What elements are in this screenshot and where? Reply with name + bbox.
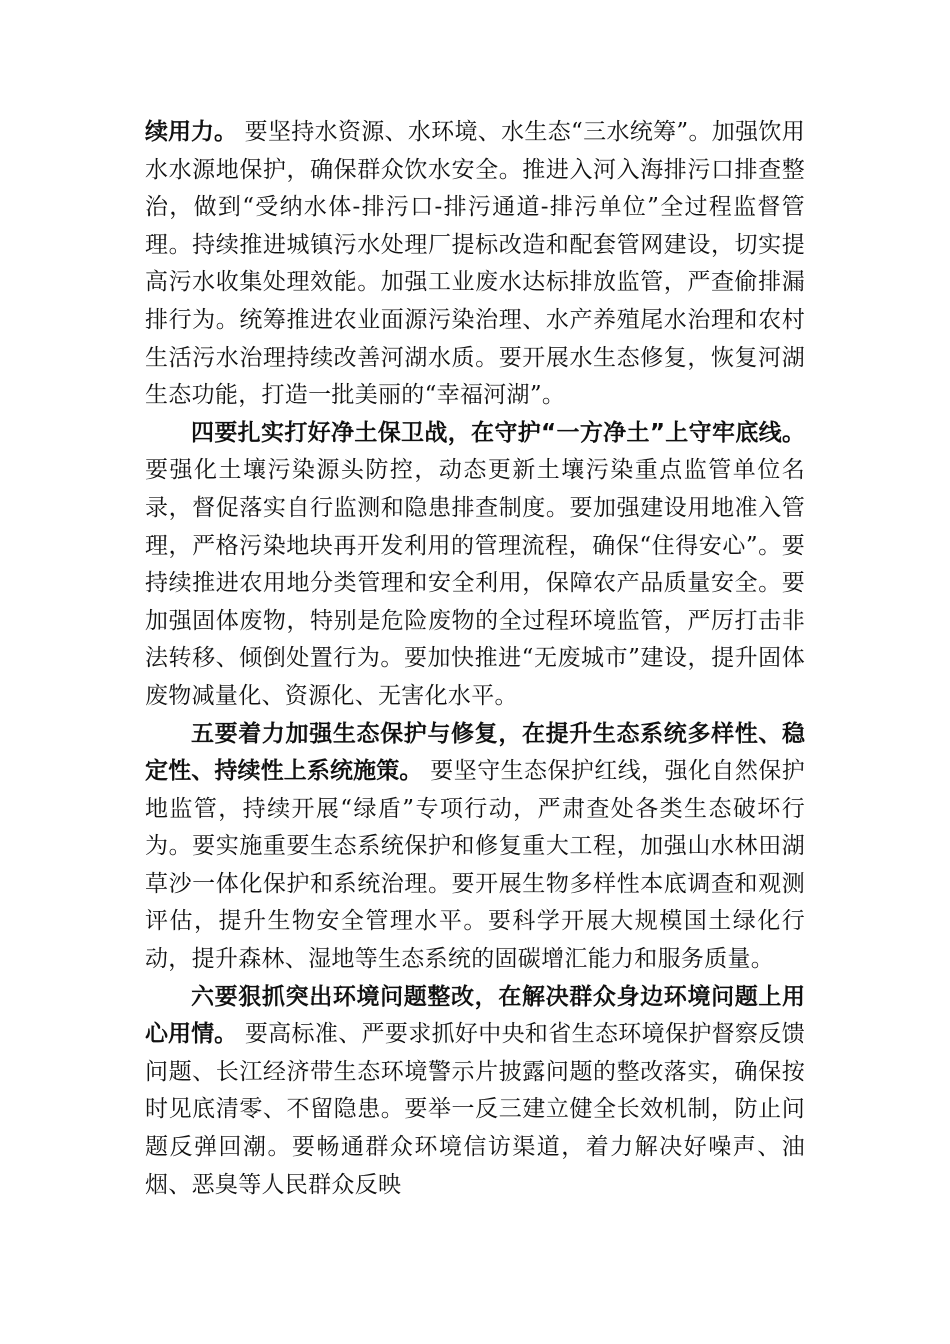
paragraph-heading: 六要狠抓突出环境问题整改，在解决群众身边环境问题上用心用情。 <box>145 983 805 1048</box>
paragraph-body: 要高标准、严要求抓好中央和省生态环境保护督察反馈问题、长江经济带生态环境警示片披露问题的整改落实，确保按时见底清零、不留隐患。要举一反三建立健全长效机制，防止问题反弹回潮。要畅通群众环境信访渠道，着力解决好噪声、油烟、恶臭等人民群众反映 <box>145 1021 806 1198</box>
paragraph-body: 要坚守生态保护红线，强化自然保护地监管，持续开展“绿盾”专项行动，严肃查处各类生态破坏行为。要实施重要生态系统保护和修复重大工程，加强山水林田湖草沙一体化保护和系统治理。要开展生物多样性本底调查和观测评估，提升生物安全管理水平。要科学开展大规模国土绿化行动，提升森林、湿地等生态系统的固碳增汇能力和服务质量。 <box>145 758 806 973</box>
paragraph-heading: 五要着力加强生态保护与修复，在提升生态系统多样性、稳定性、持续性上系统施策。 <box>145 720 805 785</box>
paragraph-heading: 四要扎实打好净土保卫战，在守护“一方净土”上守牢底线。 <box>191 419 805 446</box>
paragraph-heading: 续用力。 <box>145 119 238 145</box>
paragraph-body: 要坚持水资源、水环境、水生态“三水统筹”。加强饮用水水源地保护，确保群众饮水安全。推进入河入海排污口排查整治，做到“受纳水体-排污口-排污通道-排污单位”全过程监督管理。持续推进城镇污水处理厂提标改造和配套管网建设，切实提高污水收集处理效能。加强工业废水达标排放监管，严查偷排漏排行为。统筹推进农业面源污染治理、水产养殖尾水治理和农村生活污水治理持续改善河湖水质。要开展水生态修复，恢复河湖生态功能，打造一批美丽的“幸福河湖”。 <box>145 119 805 409</box>
paragraph-rectification <box>145 979 805 1205</box>
paragraph-water <box>145 114 805 415</box>
document-page <box>145 114 805 1204</box>
paragraph-ecology <box>145 716 805 979</box>
paragraph-body: 要强化土壤污染源头防控，动态更新土壤污染重点监管单位名录，督促落实自行监测和隐患排查制度。要加强建设用地准入管理，严格污染地块再开发利用的管理流程，确保“住得安心”。要持续推进农用地分类管理和安全利用，保障农产品质量安全。要加强固体废物，特别是危险废物的全过程环境监管，严厉打击非法转移、倾倒处置行为。要加快推进“无废城市”建设，提升固体废物减量化、资源化、无害化水平。 <box>145 457 805 709</box>
paragraph-soil <box>145 415 805 716</box>
